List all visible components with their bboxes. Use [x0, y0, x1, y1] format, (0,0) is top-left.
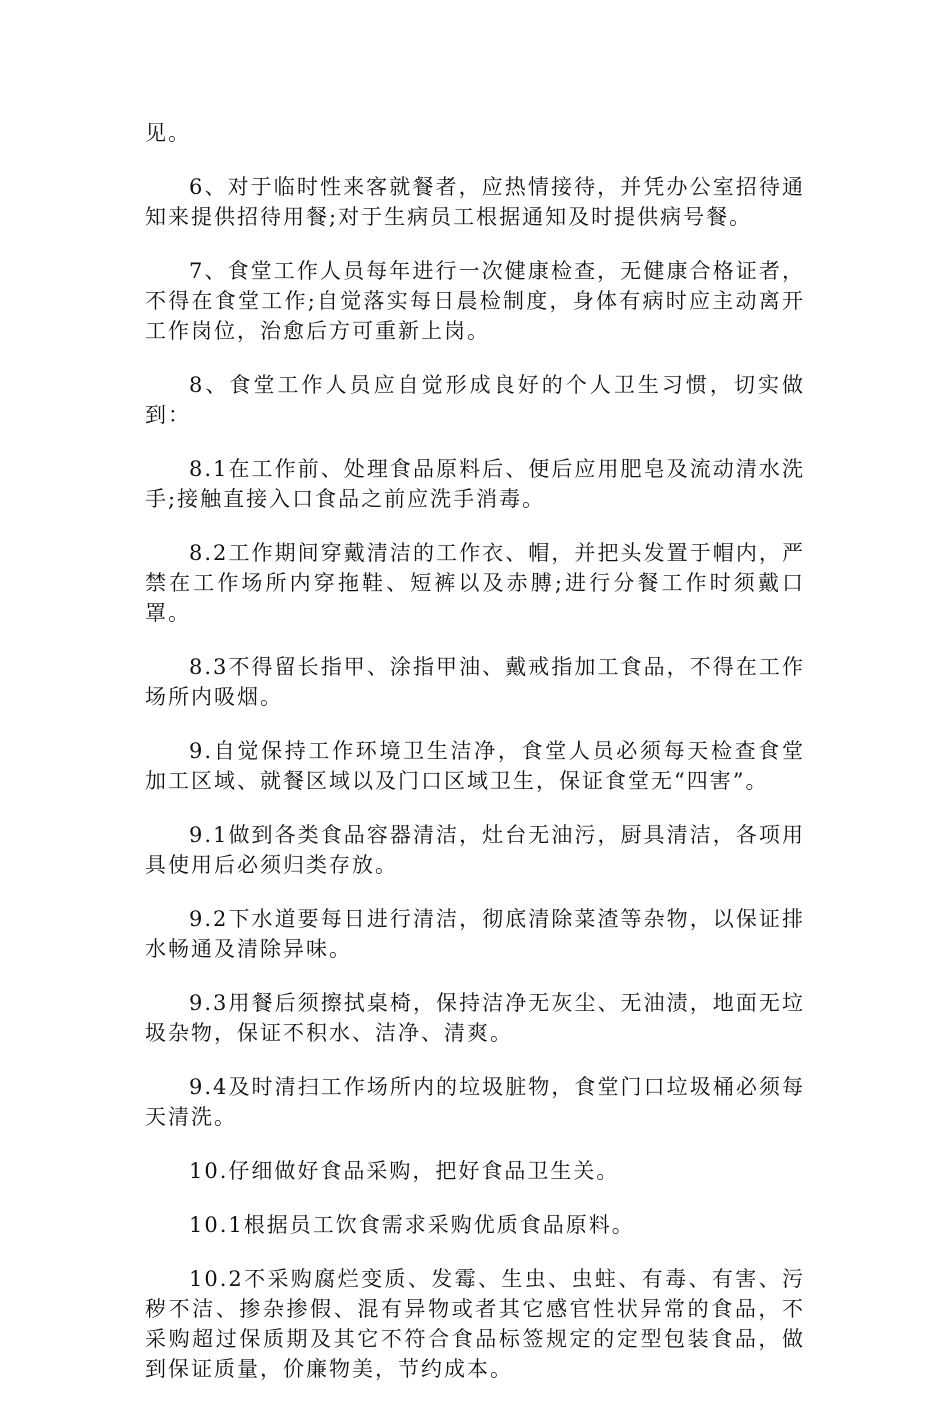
paragraph-item-10-2: 10.2不采购腐烂变质、发霉、生虫、虫蛀、有毒、有害、污秽不洁、掺杂掺假、混有异物或者其它感官性状异常的食品，不采购超过保质期及其它不符合食品标签规定的定型包装食品，做到保证质量，价廉物美，节约成本。 [145, 1267, 805, 1381]
paragraph-item-8-3: 8.3不得留长指甲、涂指甲油、戴戒指加工食品，不得在工作场所内吸烟。 [145, 655, 805, 709]
paragraph-item-9-1: 9.1做到各类食品容器清洁，灶台无油污，厨具清洁，各项用具使用后必须归类存放。 [145, 823, 805, 877]
paragraph-item-9: 9.自觉保持工作环境卫生洁净，食堂人员必须每天检查食堂加工区域、就餐区域以及门口区域卫生，保证食堂无“四害”。 [145, 739, 805, 793]
paragraph-item-10: 10.仔细做好食品采购，把好食品卫生关。 [189, 1159, 620, 1183]
paragraph-item-8: 8、食堂工作人员应自觉形成良好的个人卫生习惯，切实做到： [145, 373, 805, 427]
paragraph-item-7: 7、食堂工作人员每年进行一次健康检查，无健康合格证者，不得在食堂工作;自觉落实每日晨检制度，身体有病时应主动离开工作岗位，治愈后方可重新上岗。 [145, 259, 805, 343]
paragraph-item-8-1: 8.1在工作前、处理食品原料后、便后应用肥皂及流动清水洗手;接触直接入口食品之前应洗手消毒。 [145, 457, 805, 511]
paragraph-item-9-4: 9.4及时清扫工作场所内的垃圾脏物，食堂门口垃圾桶必须每天清洗。 [145, 1075, 805, 1129]
paragraph-continuation: 见。 [145, 121, 191, 145]
paragraph-item-8-2: 8.2工作期间穿戴清洁的工作衣、帽，并把头发置于帽内，严禁在工作场所内穿拖鞋、短裤以及赤膊;进行分餐工作时须戴口罩。 [145, 541, 805, 625]
paragraph-item-9-2: 9.2下水道要每日进行清洁，彻底清除菜渣等杂物，以保证排水畅通及清除异味。 [145, 907, 805, 961]
document-page [145, 118, 805, 1408]
paragraph-item-10-1: 10.1根据员工饮食需求采购优质食品原料。 [189, 1213, 635, 1237]
paragraph-item-9-3: 9.3用餐后须擦拭桌椅，保持洁净无灰尘、无油渍，地面无垃圾杂物，保证不积水、洁净、清爽。 [145, 991, 805, 1045]
paragraph-item-6: 6、对于临时性来客就餐者，应热情接待，并凭办公室招待通知来提供招待用餐;对于生病员工根据通知及时提供病号餐。 [145, 175, 805, 229]
